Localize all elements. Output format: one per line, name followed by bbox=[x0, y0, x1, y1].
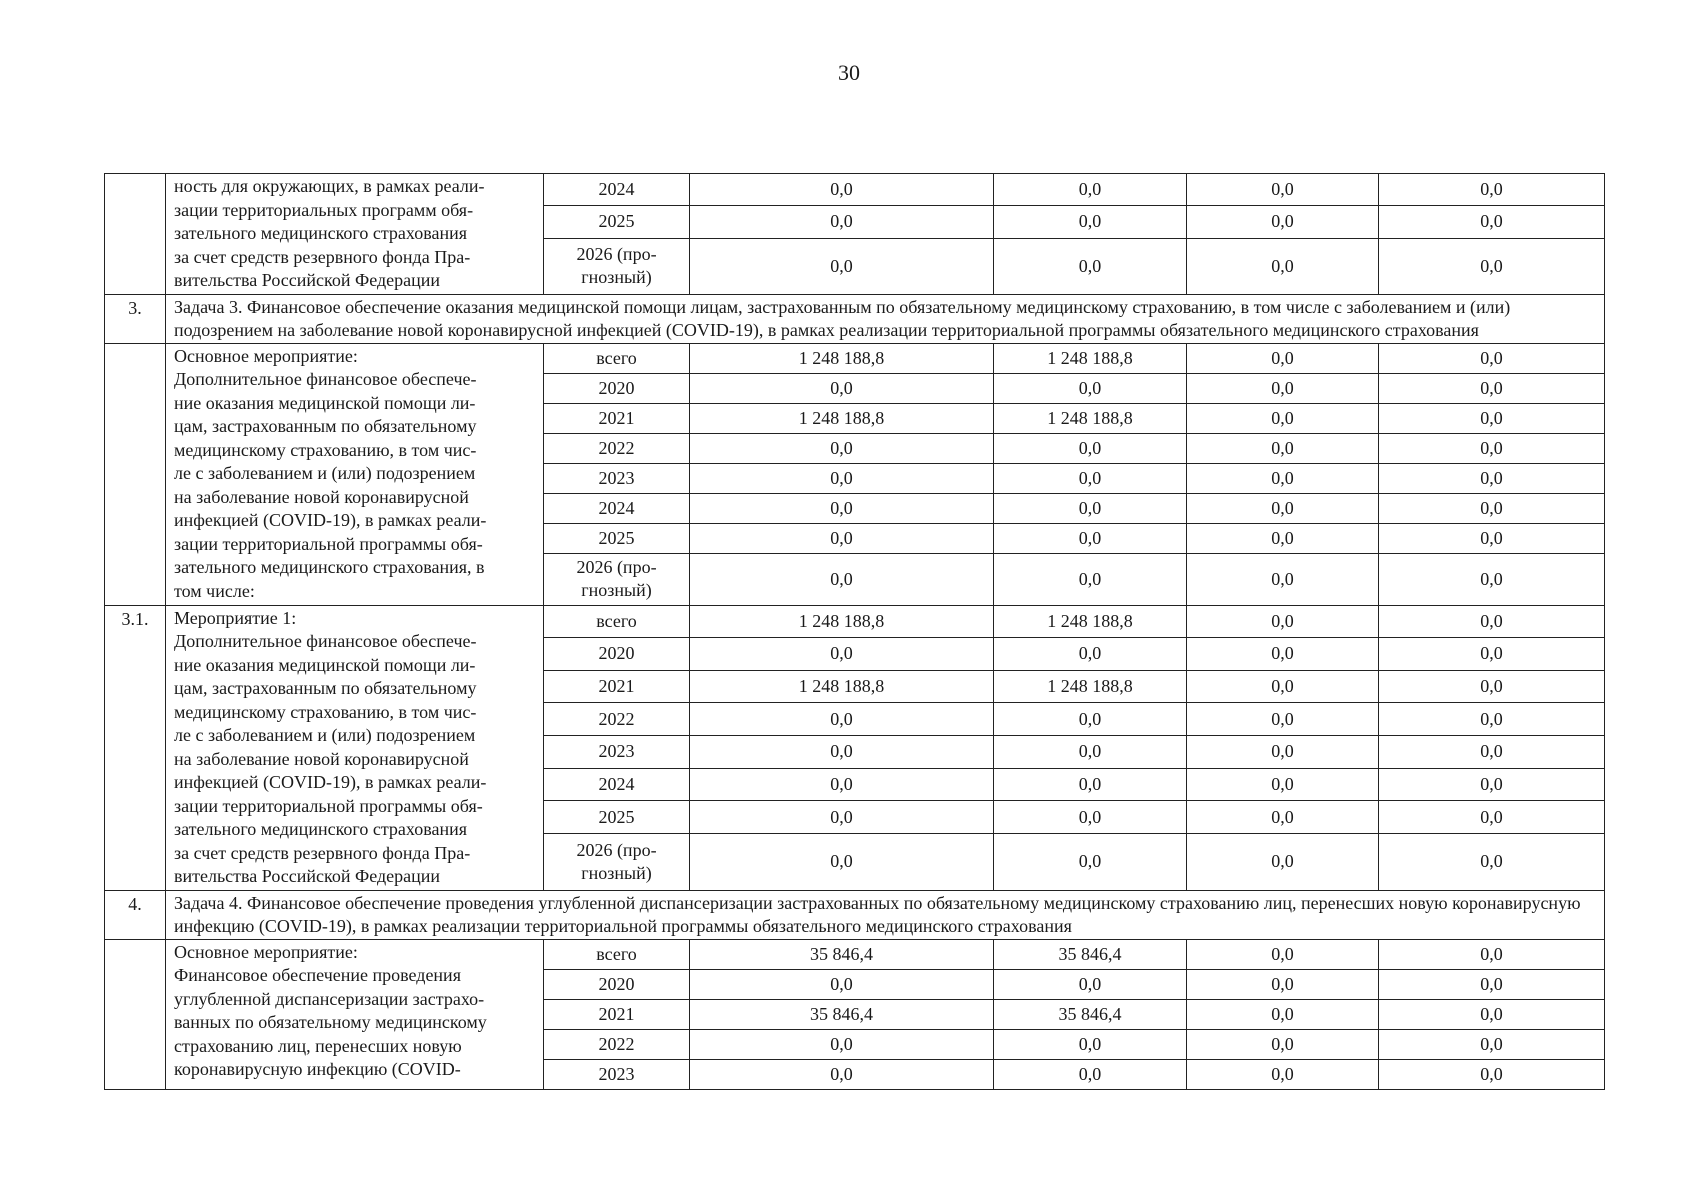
amount-cell: 0,0 bbox=[1379, 703, 1605, 736]
table-row bbox=[105, 174, 1605, 206]
amount-cell: 0,0 bbox=[690, 638, 994, 671]
year-cell: 2023 bbox=[544, 736, 690, 769]
activity-description: Основное мероприятие: Дополнительное финансовое обеспече- ние оказания медицинской помощи ли- цам, застрахованным по обязательному медицинскому страхованию, в том чис- ле с заболеванием и (или) подозрением на заболевание новой коронавирусной инфекцией (COVID-19), в рамках реали- зации территориальной программы обя- зательного медицинского страхования, в том числе: bbox=[166, 343, 544, 605]
amount-cell: 0,0 bbox=[994, 1029, 1187, 1059]
amount-cell: 0,0 bbox=[994, 833, 1187, 890]
amount-cell: 0,0 bbox=[1379, 1029, 1605, 1059]
amount-cell: 0,0 bbox=[1187, 703, 1379, 736]
amount-cell: 0,0 bbox=[1187, 999, 1379, 1029]
amount-cell: 0,0 bbox=[690, 553, 994, 605]
amount-cell: 0,0 bbox=[1187, 605, 1379, 638]
amount-cell: 0,0 bbox=[1379, 801, 1605, 834]
amount-cell: 0,0 bbox=[1187, 1059, 1379, 1089]
row-number bbox=[105, 939, 166, 1089]
amount-cell: 0,0 bbox=[1379, 433, 1605, 463]
table-body bbox=[105, 174, 1605, 1090]
amount-cell: 0,0 bbox=[1187, 969, 1379, 999]
year-cell: всего bbox=[544, 343, 690, 373]
activity-description: Основное мероприятие: Финансовое обеспечение проведения углубленной диспансеризации застрахо- ванных по обязательному медицинскому страхованию лиц, перенесших новую коронавирусную инфекцию (COVID- bbox=[166, 939, 544, 1089]
amount-cell: 0,0 bbox=[690, 768, 994, 801]
table-row bbox=[105, 939, 1605, 969]
amount-cell: 0,0 bbox=[994, 493, 1187, 523]
amount-cell: 0,0 bbox=[1379, 493, 1605, 523]
amount-cell: 1 248 188,8 bbox=[690, 605, 994, 638]
year-cell: 2023 bbox=[544, 1059, 690, 1089]
amount-cell: 0,0 bbox=[1379, 463, 1605, 493]
amount-cell: 0,0 bbox=[1187, 736, 1379, 769]
year-cell: 2026 (про- гнозный) bbox=[544, 553, 690, 605]
row-number bbox=[105, 343, 166, 605]
amount-cell: 0,0 bbox=[994, 553, 1187, 605]
amount-cell: 0,0 bbox=[1379, 638, 1605, 671]
amount-cell: 0,0 bbox=[1379, 238, 1605, 294]
amount-cell: 0,0 bbox=[690, 969, 994, 999]
year-cell: 2026 (про- гнозный) bbox=[544, 238, 690, 294]
amount-cell: 0,0 bbox=[994, 736, 1187, 769]
amount-cell: 0,0 bbox=[690, 206, 994, 238]
year-cell: 2022 bbox=[544, 1029, 690, 1059]
amount-cell: 0,0 bbox=[994, 523, 1187, 553]
year-cell: 2024 bbox=[544, 493, 690, 523]
amount-cell: 0,0 bbox=[1187, 174, 1379, 206]
year-cell: 2020 bbox=[544, 969, 690, 999]
amount-cell: 0,0 bbox=[690, 463, 994, 493]
amount-cell: 0,0 bbox=[690, 1029, 994, 1059]
amount-cell: 0,0 bbox=[1187, 523, 1379, 553]
amount-cell: 0,0 bbox=[1187, 343, 1379, 373]
amount-cell: 0,0 bbox=[1379, 736, 1605, 769]
amount-cell: 0,0 bbox=[1379, 670, 1605, 703]
amount-cell: 1 248 188,8 bbox=[690, 403, 994, 433]
amount-cell: 0,0 bbox=[690, 523, 994, 553]
row-number: 3.1. bbox=[105, 605, 166, 890]
row-number: 3. bbox=[105, 294, 166, 343]
amount-cell: 0,0 bbox=[1187, 433, 1379, 463]
amount-cell: 0,0 bbox=[1187, 939, 1379, 969]
amount-cell: 1 248 188,8 bbox=[690, 343, 994, 373]
year-cell: 2025 bbox=[544, 206, 690, 238]
amount-cell: 0,0 bbox=[1187, 638, 1379, 671]
amount-cell: 0,0 bbox=[994, 238, 1187, 294]
task-title: Задача 4. Финансовое обеспечение проведения углубленной диспансеризации застрахованных по обязательному медицинскому страхованию лиц, перенесших новую коронавирусную инфекцию (COVID-19), в рамках реализации территориальной программы обязательного медицинского страхования bbox=[166, 890, 1605, 939]
amount-cell: 0,0 bbox=[1187, 373, 1379, 403]
year-cell: 2021 bbox=[544, 403, 690, 433]
amount-cell: 0,0 bbox=[1187, 206, 1379, 238]
amount-cell: 0,0 bbox=[690, 238, 994, 294]
year-cell: 2026 (про- гнозный) bbox=[544, 833, 690, 890]
amount-cell: 0,0 bbox=[690, 433, 994, 463]
year-cell: 2025 bbox=[544, 801, 690, 834]
amount-cell: 0,0 bbox=[1187, 768, 1379, 801]
year-cell: всего bbox=[544, 939, 690, 969]
amount-cell: 0,0 bbox=[1187, 238, 1379, 294]
amount-cell: 0,0 bbox=[994, 768, 1187, 801]
amount-cell: 0,0 bbox=[994, 174, 1187, 206]
amount-cell: 0,0 bbox=[1379, 206, 1605, 238]
amount-cell: 0,0 bbox=[994, 638, 1187, 671]
amount-cell: 0,0 bbox=[1379, 174, 1605, 206]
amount-cell: 0,0 bbox=[994, 969, 1187, 999]
year-cell: 2020 bbox=[544, 638, 690, 671]
year-cell: 2022 bbox=[544, 433, 690, 463]
amount-cell: 0,0 bbox=[690, 833, 994, 890]
amount-cell: 0,0 bbox=[994, 433, 1187, 463]
amount-cell: 35 846,4 bbox=[994, 999, 1187, 1029]
page-number: 30 bbox=[838, 60, 860, 85]
amount-cell: 35 846,4 bbox=[690, 939, 994, 969]
amount-cell: 1 248 188,8 bbox=[994, 670, 1187, 703]
amount-cell: 0,0 bbox=[1187, 801, 1379, 834]
table-row bbox=[105, 343, 1605, 373]
amount-cell: 0,0 bbox=[1379, 999, 1605, 1029]
amount-cell: 0,0 bbox=[1379, 403, 1605, 433]
amount-cell: 0,0 bbox=[1379, 373, 1605, 403]
amount-cell: 0,0 bbox=[690, 174, 994, 206]
amount-cell: 0,0 bbox=[1187, 493, 1379, 523]
row-number: 4. bbox=[105, 890, 166, 939]
amount-cell: 0,0 bbox=[1379, 343, 1605, 373]
amount-cell: 0,0 bbox=[1379, 833, 1605, 890]
year-cell: 2022 bbox=[544, 703, 690, 736]
year-cell: 2021 bbox=[544, 999, 690, 1029]
amount-cell: 0,0 bbox=[1379, 523, 1605, 553]
amount-cell: 0,0 bbox=[690, 801, 994, 834]
amount-cell: 1 248 188,8 bbox=[994, 605, 1187, 638]
amount-cell: 0,0 bbox=[1379, 553, 1605, 605]
amount-cell: 0,0 bbox=[690, 736, 994, 769]
amount-cell: 0,0 bbox=[690, 703, 994, 736]
amount-cell: 0,0 bbox=[1379, 1059, 1605, 1089]
amount-cell: 0,0 bbox=[1187, 1029, 1379, 1059]
amount-cell: 0,0 bbox=[690, 373, 994, 403]
amount-cell: 0,0 bbox=[1379, 768, 1605, 801]
amount-cell: 0,0 bbox=[1379, 969, 1605, 999]
task-title: Задача 3. Финансовое обеспечение оказания медицинской помощи лицам, застрахованным по обязательному медицинскому страхованию, в том числе с заболеванием и (или) подозрением на заболевание новой коронавирусной инфекцией (COVID-19), в рамках реализации территориальной программы обязательного медицинского страхования bbox=[166, 294, 1605, 343]
amount-cell: 0,0 bbox=[1379, 605, 1605, 638]
amount-cell: 0,0 bbox=[994, 206, 1187, 238]
amount-cell: 0,0 bbox=[994, 463, 1187, 493]
budget-table bbox=[104, 173, 1605, 1090]
row-number bbox=[105, 174, 166, 295]
amount-cell: 1 248 188,8 bbox=[690, 670, 994, 703]
year-cell: 2025 bbox=[544, 523, 690, 553]
activity-description: Мероприятие 1: Дополнительное финансовое обеспече- ние оказания медицинской помощи ли- цам, застрахованным по обязательному медицинскому страхованию, в том чис- ле с заболеванием и (или) подозрением на заболевание новой коронавирусной инфекцией (COVID-19), в рамках реали- зации территориальной программы обя- зательного медицинского страхования за счет средств резервного фонда Пра- вительства Российской Федерации bbox=[166, 605, 544, 890]
table-row bbox=[105, 605, 1605, 638]
year-cell: 2020 bbox=[544, 373, 690, 403]
task-row bbox=[105, 294, 1605, 343]
amount-cell: 0,0 bbox=[1379, 939, 1605, 969]
amount-cell: 0,0 bbox=[994, 373, 1187, 403]
amount-cell: 0,0 bbox=[994, 703, 1187, 736]
amount-cell: 0,0 bbox=[1187, 553, 1379, 605]
amount-cell: 0,0 bbox=[994, 1059, 1187, 1089]
amount-cell: 0,0 bbox=[1187, 670, 1379, 703]
year-cell: 2024 bbox=[544, 768, 690, 801]
amount-cell: 0,0 bbox=[690, 1059, 994, 1089]
amount-cell: 35 846,4 bbox=[994, 939, 1187, 969]
year-cell: 2023 bbox=[544, 463, 690, 493]
amount-cell: 0,0 bbox=[1187, 463, 1379, 493]
year-cell: 2021 bbox=[544, 670, 690, 703]
amount-cell: 0,0 bbox=[1187, 833, 1379, 890]
amount-cell: 1 248 188,8 bbox=[994, 343, 1187, 373]
amount-cell: 0,0 bbox=[1187, 403, 1379, 433]
amount-cell: 35 846,4 bbox=[690, 999, 994, 1029]
amount-cell: 0,0 bbox=[690, 493, 994, 523]
task-row bbox=[105, 890, 1605, 939]
amount-cell: 1 248 188,8 bbox=[994, 403, 1187, 433]
year-cell: всего bbox=[544, 605, 690, 638]
year-cell: 2024 bbox=[544, 174, 690, 206]
activity-description: ность для окружающих, в рамках реали- зации территориальных программ обя- зательного медицинского страхования за счет средств резервного фонда Пра- вительства Российской Федерации bbox=[166, 174, 544, 295]
amount-cell: 0,0 bbox=[994, 801, 1187, 834]
